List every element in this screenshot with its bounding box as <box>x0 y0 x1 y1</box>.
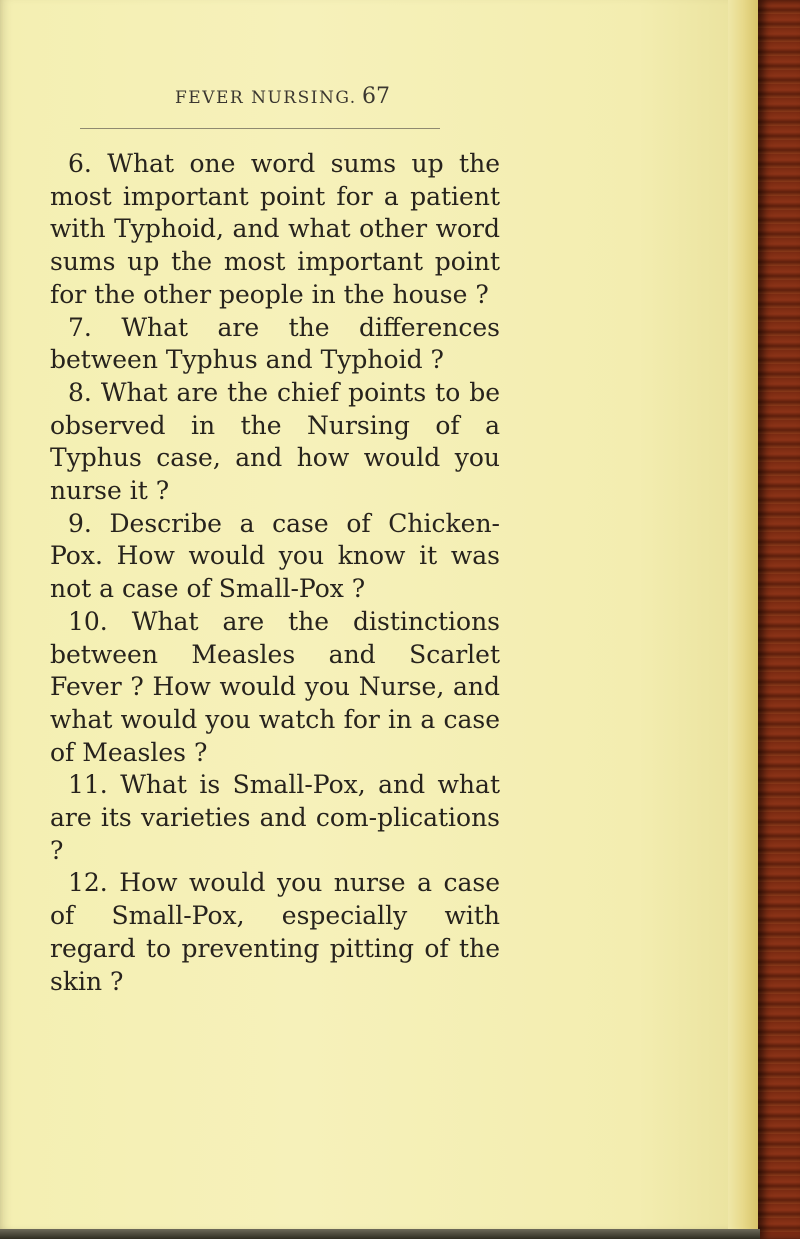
question-item <box>50 769 500 867</box>
question-item <box>50 606 500 770</box>
question-item <box>50 312 500 377</box>
page-header <box>80 84 440 129</box>
question-item <box>50 377 500 508</box>
page-bottom-edge <box>0 1229 760 1239</box>
question-number: 8. <box>68 377 92 407</box>
question-text: What is Small-Pox, and what are its varieties and com-plications ? <box>50 770 500 865</box>
question-text: What one word sums up the most important point for a patient with Typhoid, and what other word sums up the most important point for the other people in the house ? <box>50 149 500 309</box>
question-item <box>50 867 500 998</box>
question-number: 11. <box>68 770 108 800</box>
page-number: 67 <box>362 84 390 109</box>
book-spine <box>758 0 800 1239</box>
question-text: Describe a case of Chicken-Pox. How would you know it was not a case of Small-Pox ? <box>50 508 500 604</box>
question-number: 12. <box>68 868 108 898</box>
question-text: What are the differences between Typhus and Typhoid ? <box>50 312 500 375</box>
question-item <box>50 508 500 606</box>
question-item <box>50 148 500 312</box>
question-text: What are the distinctions between Measles and Scarlet Fever ? How would you Nurse, and what would you watch for in a case of Measles ? <box>50 606 500 767</box>
question-number: 9. <box>68 508 92 538</box>
question-number: 6. <box>68 149 92 178</box>
question-number: 7. <box>68 312 92 342</box>
question-text: What are the chief points to be observed in the Nursing of a Typhus case, and how would you nurse it ? <box>50 377 500 506</box>
question-number: 10. <box>68 606 108 636</box>
question-text: How would you nurse a case of Small-Pox, especially with regard to preventing pitting of the skin ? <box>50 868 500 996</box>
page-gutter <box>728 0 758 1239</box>
question-list <box>50 148 500 998</box>
running-head: FEVER NURSING. <box>175 88 357 108</box>
